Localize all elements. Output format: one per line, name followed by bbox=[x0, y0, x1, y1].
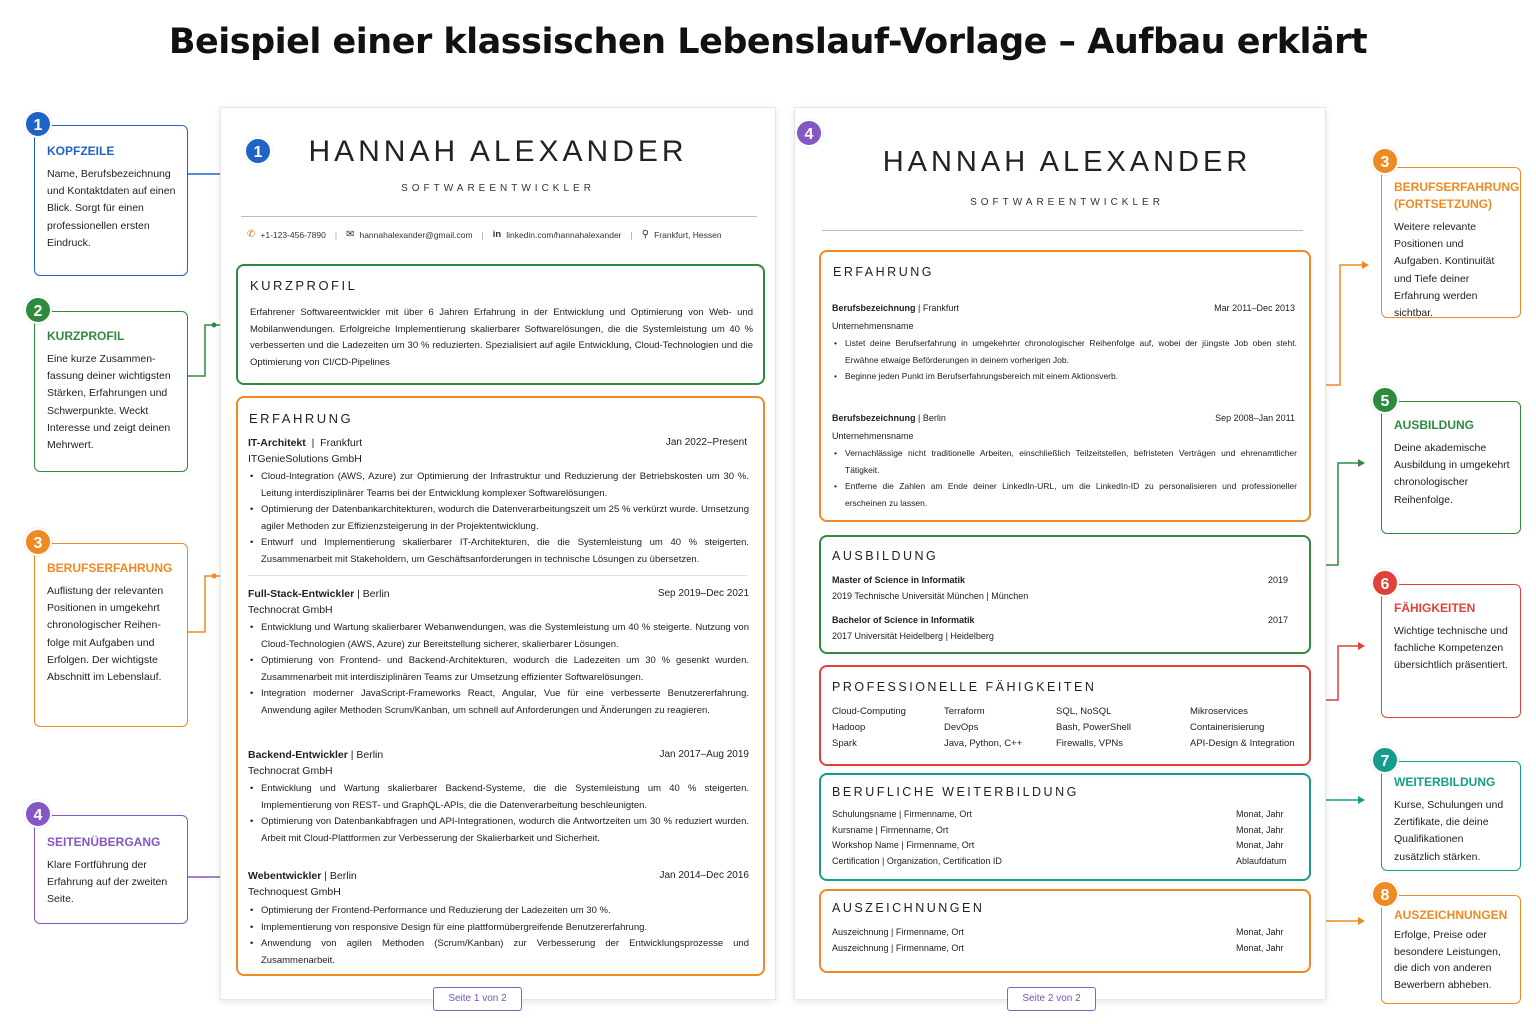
job-date: Jan 2014–Dec 2016 bbox=[659, 870, 749, 881]
list-item: • Vernachlässige nicht traditionelle Arbeiten, einschließlich Teilzeitstellen, befristeten Verträgen und ehrenamtlicher Tätigkeit. bbox=[832, 445, 1297, 478]
page-indicator-2: Seite 2 von 2 bbox=[1007, 987, 1096, 1011]
badge-5: 5 bbox=[1371, 386, 1399, 414]
skill-item: Cloud-Computing bbox=[832, 706, 906, 717]
job-date: Jan 2022–Present bbox=[665, 437, 747, 448]
section-title: AUSBILDUNG bbox=[832, 549, 939, 563]
section-faehigkeiten bbox=[819, 665, 1311, 766]
job-title: Full-Stack-Entwickler | Berlin bbox=[248, 588, 390, 600]
section-ausbildung bbox=[819, 535, 1311, 654]
resume-role: SOFTWAREENTWICKLER bbox=[970, 197, 1164, 208]
job-date: Jan 2017–Aug 2019 bbox=[659, 749, 749, 760]
badge-1: 1 bbox=[24, 110, 52, 138]
degree-detail: 2019 Technische Universität München | München bbox=[832, 591, 1029, 601]
annotation-title: BERUFSERFAHRUNG bbox=[47, 561, 173, 575]
job-company: Technocrat GmbH bbox=[248, 765, 333, 777]
list-item: • Cloud-Integration (AWS, Azure) zur Optimierung der Infrastruktur und Reduzierung der Betriebskosten um 30 %. Leitung interdisziplinärer Teams bei der Entwicklung komplexer Softwarelösungen. bbox=[248, 469, 749, 502]
annotation-text: Kurse, Schulungen und Zertifikate, die deine Qualifikationen zusätzlich stärken. bbox=[1394, 799, 1504, 863]
badge-3: 3 bbox=[24, 528, 52, 556]
annotation-title: WEITERBILDUNG bbox=[1394, 775, 1496, 789]
list-item: Workshop Name | Firmenname, Ort bbox=[832, 840, 975, 851]
job-date: Mar 2011–Dec 2013 bbox=[1214, 303, 1295, 313]
contact-location: Frankfurt, Hessen bbox=[654, 229, 722, 240]
list-item: Schulungsname | Firmenname, Ort bbox=[832, 809, 972, 819]
resume-name: HANNAH ALEXANDER bbox=[308, 135, 688, 168]
job-title: Webentwickler | Berlin bbox=[248, 870, 357, 882]
job-title: Berufsbezeichnung | Frankfurt bbox=[832, 303, 959, 313]
job-position: Webentwickler bbox=[248, 870, 322, 882]
job-bullets bbox=[248, 620, 749, 719]
section-title: BERUFLICHE WEITERBILDUNG bbox=[832, 785, 1079, 799]
skill-column bbox=[1190, 704, 1295, 752]
skill-item: Java, Python, C++ bbox=[944, 738, 1023, 749]
skill-item: Firewalls, VPNs bbox=[1056, 738, 1124, 749]
annotation-text: Eine kurze Zusammen-fassung deiner wichtigsten Stärken, Erfahrungen und Schwerpunkte. Weckt Interesse und zeigt deinen Mehrwert. bbox=[47, 353, 171, 452]
job-company: Technocrat GmbH bbox=[248, 604, 333, 616]
skill-item: API-Design & Integration bbox=[1190, 738, 1295, 749]
section-erfahrung bbox=[236, 396, 765, 976]
annotation-text: Deine akademische Ausbildung in umgekehrt chronologischer Reihenfolge. bbox=[1394, 442, 1510, 506]
badge-4-page-2: 4 bbox=[795, 119, 823, 147]
job-location: Frankfurt bbox=[320, 437, 363, 449]
annotation-weiterbildung bbox=[1381, 761, 1521, 871]
section-title: ERFAHRUNG bbox=[249, 411, 354, 426]
degree: Master of Science in Informatik bbox=[832, 575, 966, 585]
phone-icon: ✆ bbox=[247, 229, 256, 240]
section-title: PROFESSIONELLE FÄHIGKEITEN bbox=[832, 680, 1097, 694]
list-item: • Entwurf und Implementierung skalierbarer IT-Architekturen, die die Systemleistung um 40 % steigerten. Zusammenarbeit mit Stakeholdern, um Geschäftsanforderungen in technische Lösungen zu übersetzen. bbox=[248, 535, 749, 568]
list-item: • Optimierung der Frontend-Performance und Reduzierung der Ladezeiten um 30 %. bbox=[248, 903, 749, 920]
annotation-title: BERUFSERFAHRUNG (FORTSETZUNG) bbox=[1394, 180, 1520, 211]
location-pin-icon: ⚲ bbox=[641, 229, 650, 240]
resume-role: SOFTWAREENTWICKLER bbox=[401, 183, 595, 194]
annotation-text: Auflistung der relevanten Positionen in umgekehrt chronologischer Reihen-folge mit Aufgaben und Erfolgen. Der wichtigste Abschnitt im Lebenslauf. bbox=[47, 585, 164, 684]
annotation-kopfzeile bbox=[34, 125, 188, 276]
skill-item: SQL, NoSQL bbox=[1056, 706, 1112, 717]
job-position: IT-Architekt bbox=[248, 437, 306, 449]
award-dates bbox=[1236, 924, 1284, 956]
job-date: Sep 2019–Dec 2021 bbox=[657, 588, 749, 599]
job-position: Berufsbezeichnung bbox=[832, 413, 916, 423]
list-item: Kursname | Firmenname, Ort bbox=[832, 824, 949, 835]
list-item-date: Monat, Jahr bbox=[1236, 824, 1284, 835]
list-item-date: Ablaufdatum bbox=[1236, 856, 1287, 867]
training-dates bbox=[1236, 807, 1287, 870]
list-item: Auszeichnung | Firmenname, Ort bbox=[832, 927, 964, 937]
resume-name: HANNAH ALEXANDER bbox=[882, 146, 1252, 178]
job-location: Berlin bbox=[362, 588, 390, 600]
contact-row: ✆ +1-123-456-7890 | ✉ hannahalexander@gmail.com | in linkedin.com/hannahalexander | ⚲ Frankfurt, Hessen bbox=[247, 229, 722, 240]
badge-6: 6 bbox=[1371, 569, 1399, 597]
badge-8: 8 bbox=[1371, 880, 1399, 908]
page-indicator-1: Seite 1 von 2 bbox=[433, 987, 522, 1011]
job-location: Berlin bbox=[922, 413, 946, 423]
annotation-title: KURZPROFIL bbox=[47, 329, 125, 343]
job-divider bbox=[248, 575, 747, 576]
annotation-text: Erfolge, Preise oder besondere Leistungen, die dich von anderen Bewerbern abheben. bbox=[1394, 929, 1501, 991]
job-title: IT-Architekt | Frankfurt bbox=[248, 437, 363, 449]
kurzprofil-text: Erfahrener Softwareentwickler mit über 6 Jahren Erfahrung in der Entwicklung und Optimierung von Web- und Mobilanwendungen. Erfolgreiche Implementierung skalierbarer Softwarelösungen, die die Systemleistung um 40 % verbesserten und die Ladezeiten um 30 % reduzierten. Spezialisiert auf agile Entwicklung, Cloud-Technologien und die Optimierung von CI/CD-Pipelines bbox=[250, 307, 753, 368]
annotation-title: AUSZEICHNUNGEN bbox=[1394, 908, 1508, 922]
list-item: Certification | Organization, Certification ID bbox=[832, 856, 1002, 867]
skill-item: Mikroservices bbox=[1190, 706, 1249, 717]
skill-item: Containerisierung bbox=[1190, 722, 1265, 733]
header-divider bbox=[822, 230, 1303, 231]
list-item: • Optimierung der Datenbankarchitekturen, wodurch die Datenverarbeitungszeit um 25 % verkürzt wurde. Umsetzung agiler Methoden zur Effizienzsteigerung in der Projektentwicklung. bbox=[248, 502, 749, 535]
annotation-text: Wichtige technische und fachliche Kompetenzen übersichtlich präsentiert. bbox=[1394, 625, 1508, 672]
skill-item: Terraform bbox=[944, 706, 985, 717]
annotation-title: AUSBILDUNG bbox=[1394, 418, 1474, 432]
annotation-berufserfahrung bbox=[34, 543, 188, 727]
job-location: Berlin bbox=[329, 870, 357, 882]
degree-detail: 2017 Universität Heidelberg | Heidelberg bbox=[832, 631, 994, 641]
degree: Bachelor of Science in Informatik bbox=[832, 615, 975, 625]
list-item: • Entferne die Zahlen am Ende deiner LinkedIn-URL, um die LinkedIn-ID zu personalisieren und professioneller erscheinen zu lassen. bbox=[832, 478, 1297, 511]
job-location: Frankfurt bbox=[922, 303, 959, 313]
resume-page-2 bbox=[794, 107, 1326, 1000]
job-bullets bbox=[832, 335, 1297, 385]
job-position: Full-Stack-Entwickler bbox=[248, 588, 355, 600]
job-company: Unternehmensname bbox=[832, 431, 914, 441]
resume-page-1 bbox=[220, 107, 776, 1000]
section-kurzprofil bbox=[236, 264, 765, 385]
job-date: Sep 2008–Jan 2011 bbox=[1215, 413, 1295, 423]
annotation-title: KOPFZEILE bbox=[47, 144, 115, 158]
badge-1: 1 bbox=[244, 137, 272, 165]
contact-linkedin: linkedin.com/hannahalexander bbox=[506, 229, 622, 240]
list-item: • Optimierung von Datenbankabfragen und API-Integrationen, wodurch die Antwortzeiten um 30 % reduziert wurden. Arbeit mit Cloud-Plattformen zur Verbesserung der Skalierbarkeit und Sicherheit. bbox=[248, 814, 749, 847]
job-position: Berufsbezeichnung bbox=[832, 303, 916, 313]
job-company: Technoquest GmbH bbox=[248, 886, 341, 898]
job-company: Unternehmensname bbox=[832, 321, 914, 331]
annotation-berufserfahrung-fortsetzung bbox=[1381, 167, 1521, 318]
list-item-date: Monat, Jahr bbox=[1236, 809, 1284, 819]
annotation-auszeichnungen bbox=[1381, 895, 1521, 1004]
list-item: • Entwicklung und Wartung skalierbarer Webanwendungen, was die Systemleistung um 40 % steigerte. Nutzung von Cloud-Technologien (AWS, Azure) zur Bereitstellung sicherer, skalierbarer Lösungen. bbox=[248, 620, 749, 653]
job-company: ITGenieSolutions GmbH bbox=[248, 453, 362, 465]
list-item: • Optimierung von Frontend- und Backend-Architekturen, wodurch die Ladezeiten um 30 % gesenkt wurden. Zusammenarbeit mit interdisziplinären Teams zur Umsetzung effizienter Softwarelösungen. bbox=[248, 653, 749, 686]
badge-7: 7 bbox=[1371, 746, 1399, 774]
list-item: • Entwicklung und Wartung skalierbarer Backend-Systeme, die die Systemleistung um 40 % steigerten. Implementierung von REST- und GraphQL-APIs, die die Datenverarbeitung beschleunigten. bbox=[248, 781, 749, 814]
skill-column bbox=[832, 704, 906, 752]
job-bullets bbox=[248, 469, 749, 568]
skill-item: Spark bbox=[832, 738, 857, 749]
annotation-text: Klare Fortführung der Erfahrung auf der zweiten Seite. bbox=[47, 859, 168, 906]
skill-item: Bash, PowerShell bbox=[1056, 722, 1131, 733]
linkedin-icon: in bbox=[492, 229, 502, 240]
list-item: • Integration moderner JavaScript-Frameworks React, Angular, Vue für eine verbesserte Benutzererfahrung. Anwendung agiler Methoden Scrum/Kanban, um schnell auf Anforderungen und Änderungen zu reagieren. bbox=[248, 686, 749, 719]
mail-icon: ✉ bbox=[346, 229, 355, 240]
list-item-date: Monat, Jahr bbox=[1236, 927, 1284, 937]
job-bullets bbox=[248, 781, 749, 847]
annotation-kurzprofil bbox=[34, 311, 188, 472]
contact-phone: +1-123-456-7890 bbox=[260, 229, 326, 240]
degree-year: 2019 bbox=[1267, 575, 1288, 585]
annotation-title: FÄHIGKEITEN bbox=[1394, 601, 1476, 615]
section-title: KURZPROFIL bbox=[250, 278, 358, 293]
job-title: Berufsbezeichnung | Berlin bbox=[832, 413, 946, 423]
annotation-text: Name, Berufsbezeichnung und Kontaktdaten auf einen Blick. Sorgt für einen professionellen ersten Eindruck. bbox=[47, 168, 176, 249]
job-position: Backend-Entwickler bbox=[248, 749, 348, 761]
annotation-seitenuebergang bbox=[34, 815, 188, 924]
section-title: AUSZEICHNUNGEN bbox=[832, 901, 985, 915]
skill-item: Hadoop bbox=[832, 722, 866, 733]
badge-2: 2 bbox=[24, 296, 52, 324]
annotation-ausbildung bbox=[1381, 401, 1521, 534]
section-weiterbildung bbox=[819, 773, 1311, 881]
section-title: ERFAHRUNG bbox=[833, 265, 934, 279]
award-list bbox=[832, 924, 964, 956]
section-auszeichnungen bbox=[819, 889, 1311, 973]
annotation-faehigkeiten bbox=[1381, 584, 1521, 718]
job-bullets bbox=[248, 903, 749, 969]
list-item-date: Monat, Jahr bbox=[1236, 840, 1284, 851]
skill-column bbox=[944, 704, 1022, 752]
list-item-date: Monat, Jahr bbox=[1236, 943, 1284, 953]
list-item: Auszeichnung | Firmenname, Ort bbox=[832, 943, 964, 953]
list-item: • Beginne jeden Punkt im Berufserfahrungsbereich mit einem Aktionsverb. bbox=[832, 368, 1297, 385]
degree-year: 2017 bbox=[1267, 615, 1288, 625]
annotation-title: SEITENÜBERGANG bbox=[47, 835, 161, 849]
badge-4: 4 bbox=[24, 800, 52, 828]
annotation-text: Weitere relevante Positionen und Aufgaben. Kontinuität und Tiefe deiner Erfahrung werden sichtbar. bbox=[1394, 221, 1495, 320]
list-item: • Anwendung von agilen Methoden (Scrum/Kanban) zur Verbesserung der Entwicklungsprozesse und Zusammenarbeit. bbox=[248, 936, 749, 969]
badge-3-right: 3 bbox=[1371, 147, 1399, 175]
list-item: • Implementierung von responsive Design für eine plattformübergreifende Benutzererfahrung. bbox=[248, 920, 749, 937]
section-erfahrung-continued bbox=[819, 250, 1311, 522]
page-title: Beispiel einer klassischen Lebenslauf-Vorlage – Aufbau erklärt bbox=[168, 22, 1368, 62]
list-item: • Listet deine Berufserfahrung in umgekehrter chronologischer Reihenfolge auf, wobei der jüngste Job oben steht. Erwähne etwaige Beförderungen in deinem vorherigen Job. bbox=[832, 335, 1297, 368]
skill-column bbox=[1056, 704, 1131, 752]
contact-email: hannahalexander@gmail.com bbox=[359, 229, 473, 240]
job-location: Berlin bbox=[356, 749, 384, 761]
skill-item: DevOps bbox=[944, 722, 979, 733]
header-divider bbox=[241, 216, 757, 217]
job-bullets bbox=[832, 445, 1297, 511]
job-title: Backend-Entwickler | Berlin bbox=[248, 749, 384, 761]
training-list bbox=[832, 807, 1002, 870]
